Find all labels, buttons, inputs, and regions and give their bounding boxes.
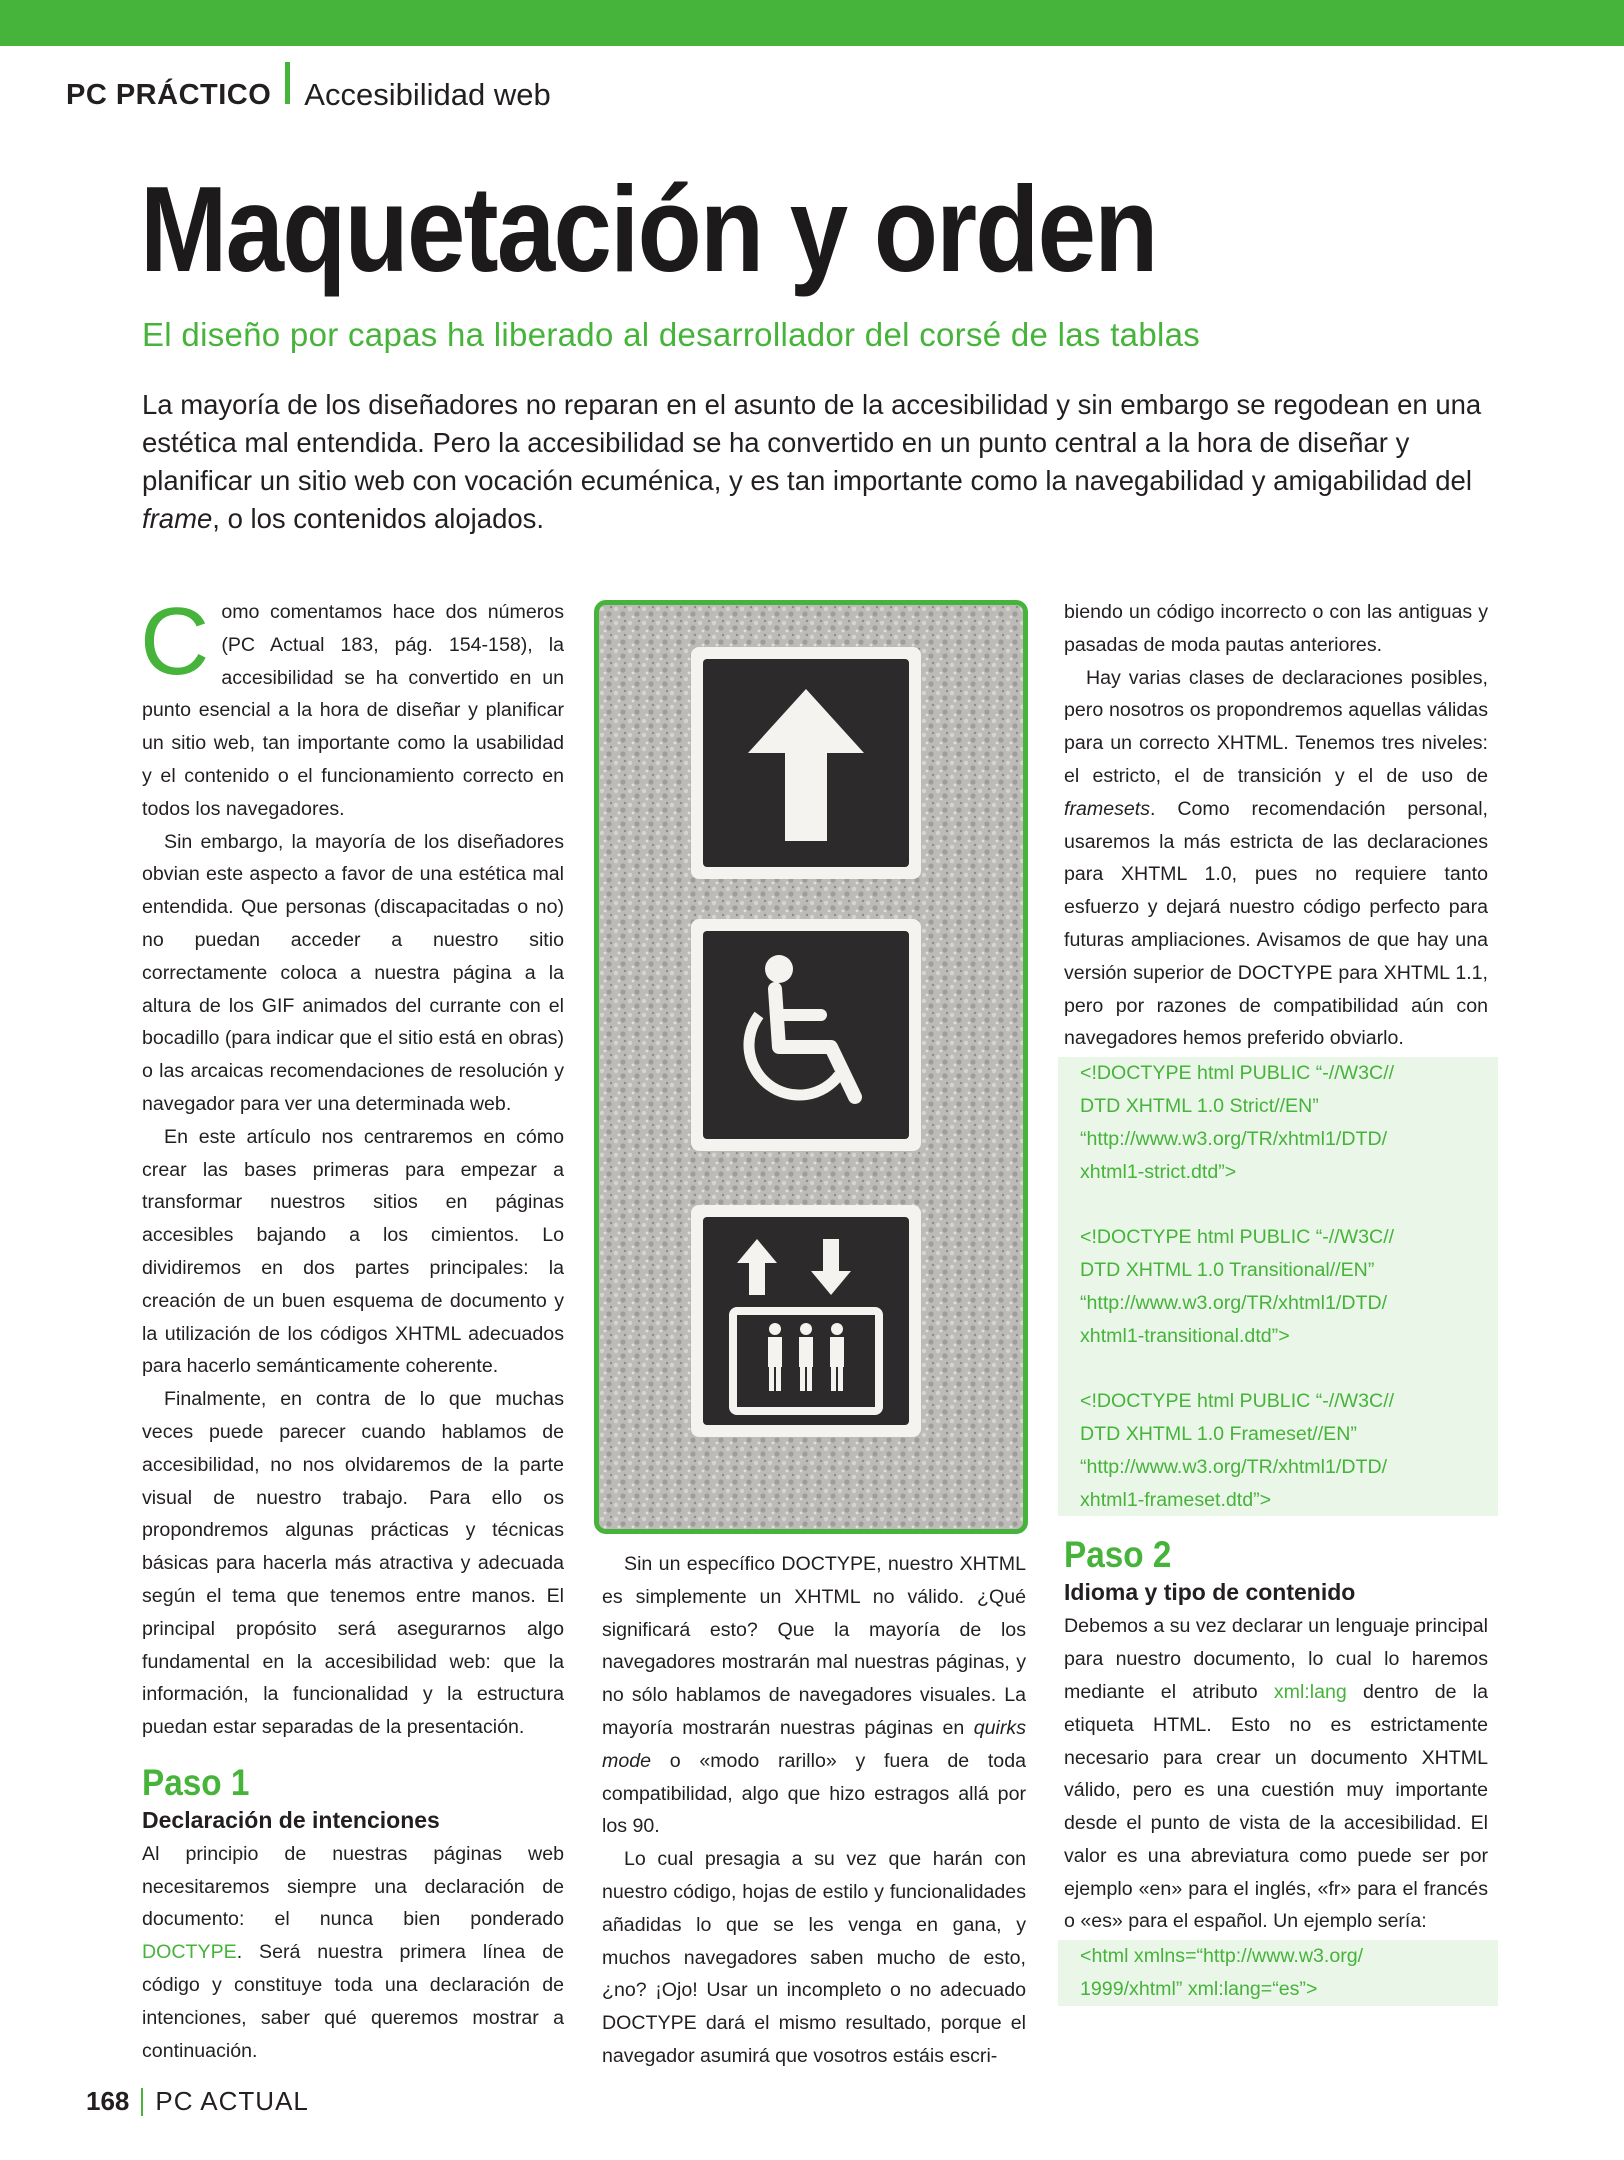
code-line: <!DOCTYPE html PUBLIC “-//W3C//	[1080, 1390, 1395, 1413]
body-paragraph: biendo un código incorrecto o con las antiguas y pasadas de moda pautas anteriores.	[1064, 601, 1488, 656]
body-paragraph: Finalmente, en contra de lo que muchas veces puede parecer cuando hablamos de accesibilidad, no nos olvidaremos de la parte visual de nuestro trabajo. Para ello os propondremos algunas prácticas y técnicas básicas para hacerla más atractiva y adecuada según el tema que tenemos entre manos. El principal propósito será asegurarnos algo fundamental en la accesibilidad web: que la información, la funcionalidad y la estructura puedan estar separadas de la presentación.	[142, 1388, 564, 1739]
accessibility-signs-photo	[594, 600, 1028, 1534]
italic-term: framesets	[1064, 797, 1151, 820]
publication-name: PC ACTUAL	[155, 2086, 309, 2116]
section-header	[66, 74, 551, 116]
code-line: <!DOCTYPE html PUBLIC “-//W3C//	[1080, 1226, 1395, 1249]
signs-illustration	[599, 605, 1023, 1529]
section-name: PC PRÁCTICO	[66, 78, 272, 111]
code-spacer	[1080, 1188, 1488, 1221]
code-line: <!DOCTYPE html PUBLIC “-//W3C//	[1080, 1062, 1395, 1085]
page-number: 168	[86, 2086, 130, 2116]
paragraph-text: Hay varias clases de declaraciones posibles, pero nosotros os propondremos aquellas válidas para un correcto XHTML. Tenemos tres niveles: el estricto, el de transición y el de uso de	[1064, 666, 1488, 787]
drop-cap: C	[140, 588, 210, 695]
lead-text-1: La mayoría de los diseñadores no reparan en el asunto de la accesibilidad y sin embargo se regodean en una estética mal entendida. Pero la accesibilidad se ha convertido en un punto central a la hora de diseñar y planificar un sitio web con vocación ecuménica, y es tan importante como la navegabilidad y amigabilidad del	[142, 389, 1482, 496]
paragraph-text: . Será nuestra primera línea de código y constituye toda una declaración de intenciones, saber qué queremos mostrar a continuación.	[142, 1941, 564, 2062]
paso-1-subheading: Declaración de intenciones	[142, 1806, 440, 1833]
paragraph-text: omo comentamos hace dos números (PC Actual 183, pág. 154-158), la accesibilidad se ha convertido en un punto esencial a la hora de diseñar y planificar un sitio web, tan importante como la usabilidad y el contenido o el funcionamiento correcto en todos los navegadores.	[142, 601, 564, 820]
code-line: “http://www.w3.org/TR/xhtml1/DTD/	[1080, 1455, 1388, 1478]
paso-2-heading: Paso 2	[1064, 1534, 1172, 1576]
body-paragraph	[602, 1548, 1026, 1843]
doctype-code-block	[1058, 1057, 1498, 1516]
code-line: “http://www.w3.org/TR/xhtml1/DTD/	[1080, 1127, 1388, 1150]
body-paragraph: Sin embargo, la mayoría de los diseñadores obvian este aspecto a favor de una estética mal entendida. Que personas (discapacitadas o no) no puedan acceder a nuestro sitio correctamente coloca a nuestra página a la altura de los GIF animados del currante con el bocadillo (para indicar que el sitio está en obras) o las arcaicas recomendaciones de resolución y navegador para ver una determinada web.	[142, 830, 564, 1115]
code-line: <html xmlns=“http://www.w3.org/	[1080, 1945, 1364, 1968]
lead-italic: frame	[142, 503, 213, 534]
code-line: 1999/xhtml” xml:lang=“es”>	[1080, 1978, 1318, 2001]
code-line: DTD XHTML 1.0 Strict//EN”	[1080, 1094, 1319, 1117]
paso-2-subheading: Idioma y tipo de contenido	[1064, 1579, 1356, 1606]
footer-divider	[141, 2088, 143, 2116]
paragraph-text: Al principio de nuestras páginas web necesitaremos siempre una declaración de documento: el nunca bien ponderado	[142, 1842, 564, 1931]
italic-term: quirks mode	[602, 1716, 1026, 1772]
elevator-sign-icon	[691, 1205, 921, 1437]
article-subtitle: El diseño por capas ha liberado al desarrollador del corsé de las tablas	[142, 316, 1201, 353]
lead-paragraph	[142, 386, 1482, 538]
paragraph-text: o «modo rarillo» y fuera de toda compatibilidad, algo que hizo estragos allá por los 90.	[602, 1749, 1026, 1838]
paso-1-heading: Paso 1	[142, 1761, 250, 1803]
column-2	[602, 1548, 1026, 2073]
code-line: DTD XHTML 1.0 Frameset//EN”	[1080, 1422, 1357, 1445]
section-divider	[285, 62, 290, 104]
code-line: xhtml1-strict.dtd”>	[1080, 1160, 1237, 1183]
article-title: Maquetación y orden	[140, 161, 1157, 297]
wheelchair-sign-icon	[691, 919, 921, 1151]
lead-text-2: , o los contenidos alojados.	[212, 503, 545, 534]
top-color-bar	[0, 0, 1624, 46]
code-line: DTD XHTML 1.0 Transitional//EN”	[1080, 1258, 1375, 1281]
column-1	[140, 588, 564, 2067]
paragraph-text: Sin un específico DOCTYPE, nuestro XHTML es simplemente un XHTML no válido. ¿Qué significará esto? Que la mayoría de los navegadores mostrarán mal nuestras páginas, y no sólo hablamos de navegadores visuales. La mayoría mostrarán nuestras páginas en	[602, 1553, 1026, 1739]
code-spacer	[1080, 1352, 1488, 1385]
body-paragraph	[1064, 1610, 1488, 1938]
code-line: xhtml1-transitional.dtd”>	[1080, 1324, 1290, 1347]
body-paragraph: En este artículo nos centraremos en cómo crear las bases primeras para empezar a transformar nuestros sitios en páginas accesibles bajando a los cimientos. Lo dividiremos en dos partes principales: la creación de un buen esquema de documento y la utilización de los códigos XHTML adecuados para hacerlo semánticamente coherente.	[142, 1125, 564, 1378]
xml-lang-keyword: xml:lang	[1273, 1680, 1347, 1703]
doctype-keyword: DOCTYPE	[142, 1941, 237, 1964]
paragraph-text: dentro de la etiqueta HTML. Esto no es estrictamente necesario para crear un documento XHTML válido, pero es una cuestión muy importante desde el punto de vista de la accesibilidad. El valor es una abreviatura como puede ser por ejemplo «en» para el inglés, «fr» para el francés o «es» para el español. Un ejemplo sería:	[1064, 1680, 1489, 1933]
section-topic: Accesibilidad web	[304, 77, 551, 112]
column-3	[1064, 596, 1488, 2012]
code-line: xhtml1-frameset.dtd”>	[1080, 1488, 1272, 1511]
code-line: “http://www.w3.org/TR/xhtml1/DTD/	[1080, 1291, 1388, 1314]
body-paragraph: Lo cual presagia a su vez que harán con nuestro código, hojas de estilo y funcionalidades añadidas lo que se les venga en gana, y muchos navegadores saben mucho de esto, ¿no? ¡Ojo! Usar un incompleto o no adecuado DOCTYPE dará el mismo resultado, porque el navegador asumirá que vosotros estáis escri-	[602, 1848, 1026, 2067]
paragraph-text: . Como recomendación personal, usaremos la más estricta de las declaraciones para XHTML 1.0, pues no requiere tanto esfuerzo y dejará nuestro código perfecto para futuras ampliaciones. Avisamos de que hay una versión superior de DOCTYPE para XHTML 1.1, pero por razones de compatibilidad aún con navegadores hemos preferido obviarlo.	[1064, 797, 1488, 1050]
body-paragraph	[140, 588, 564, 826]
body-paragraph	[1064, 662, 1488, 1056]
page-footer	[86, 2086, 309, 2117]
up-arrow-sign-icon	[691, 647, 921, 879]
body-paragraph	[142, 1838, 564, 2068]
html-code-block	[1058, 1940, 1498, 2006]
paragraph-text: Debemos a su vez declarar un lenguaje principal para nuestro documento, lo cual lo haremos mediante el atributo	[1064, 1615, 1488, 1703]
